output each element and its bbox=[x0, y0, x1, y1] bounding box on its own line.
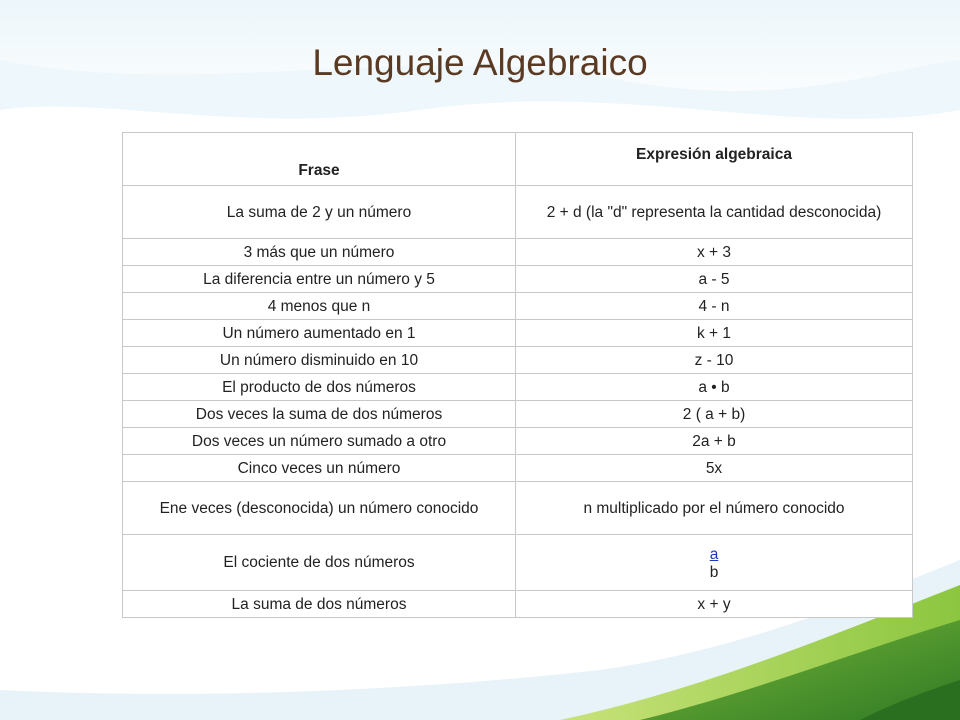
cell-expresion: k + 1 bbox=[516, 320, 913, 347]
table-header-row bbox=[123, 133, 913, 186]
table-row bbox=[123, 591, 913, 618]
cell-expresion-fraction bbox=[516, 535, 913, 591]
cell-expresion: 2 + d (la "d" representa la cantidad desconocida) bbox=[516, 186, 913, 239]
table-row bbox=[123, 482, 913, 535]
cell-frase: Cinco veces un número bbox=[123, 455, 516, 482]
cell-frase: Un número aumentado en 1 bbox=[123, 320, 516, 347]
page-title: Lenguaje Algebraico bbox=[312, 42, 648, 83]
cell-frase: 4 menos que n bbox=[123, 293, 516, 320]
cell-expresion: 2a + b bbox=[516, 428, 913, 455]
column-header-expresion: Expresión algebraica bbox=[516, 133, 913, 186]
cell-expresion: 5x bbox=[516, 455, 913, 482]
table-row bbox=[123, 374, 913, 401]
cell-expresion: a - 5 bbox=[516, 266, 913, 293]
cell-expresion: z - 10 bbox=[516, 347, 913, 374]
cell-frase: Dos veces la suma de dos números bbox=[123, 401, 516, 428]
column-header-frase: Frase bbox=[123, 133, 516, 186]
algebra-table bbox=[122, 132, 912, 618]
cell-frase: La suma de 2 y un número bbox=[123, 186, 516, 239]
cell-expresion: 2 ( a + b) bbox=[516, 401, 913, 428]
table-row bbox=[123, 293, 913, 320]
table-row bbox=[123, 347, 913, 374]
table-row bbox=[123, 320, 913, 347]
cell-frase: 3 más que un número bbox=[123, 239, 516, 266]
fraction bbox=[710, 546, 719, 582]
cell-frase: La diferencia entre un número y 5 bbox=[123, 266, 516, 293]
table-row bbox=[123, 239, 913, 266]
cell-expresion: x + 3 bbox=[516, 239, 913, 266]
table-row bbox=[123, 266, 913, 293]
cell-expresion: x + y bbox=[516, 591, 913, 618]
fraction-denominator: b bbox=[709, 563, 719, 581]
fraction-numerator: a bbox=[709, 545, 719, 563]
cell-frase: Dos veces un número sumado a otro bbox=[123, 428, 516, 455]
table-row bbox=[123, 535, 913, 591]
cell-frase: Ene veces (desconocida) un número conocido bbox=[123, 482, 516, 535]
table-row bbox=[123, 455, 913, 482]
cell-frase: El producto de dos números bbox=[123, 374, 516, 401]
cell-frase: Un número disminuido en 10 bbox=[123, 347, 516, 374]
table-row bbox=[123, 186, 913, 239]
cell-frase: La suma de dos números bbox=[123, 591, 516, 618]
cell-expresion: a • b bbox=[516, 374, 913, 401]
table-row bbox=[123, 401, 913, 428]
cell-expresion: n multiplicado por el número conocido bbox=[516, 482, 913, 535]
table-row bbox=[123, 428, 913, 455]
cell-frase: El cociente de dos números bbox=[123, 535, 516, 591]
cell-expresion: 4 - n bbox=[516, 293, 913, 320]
